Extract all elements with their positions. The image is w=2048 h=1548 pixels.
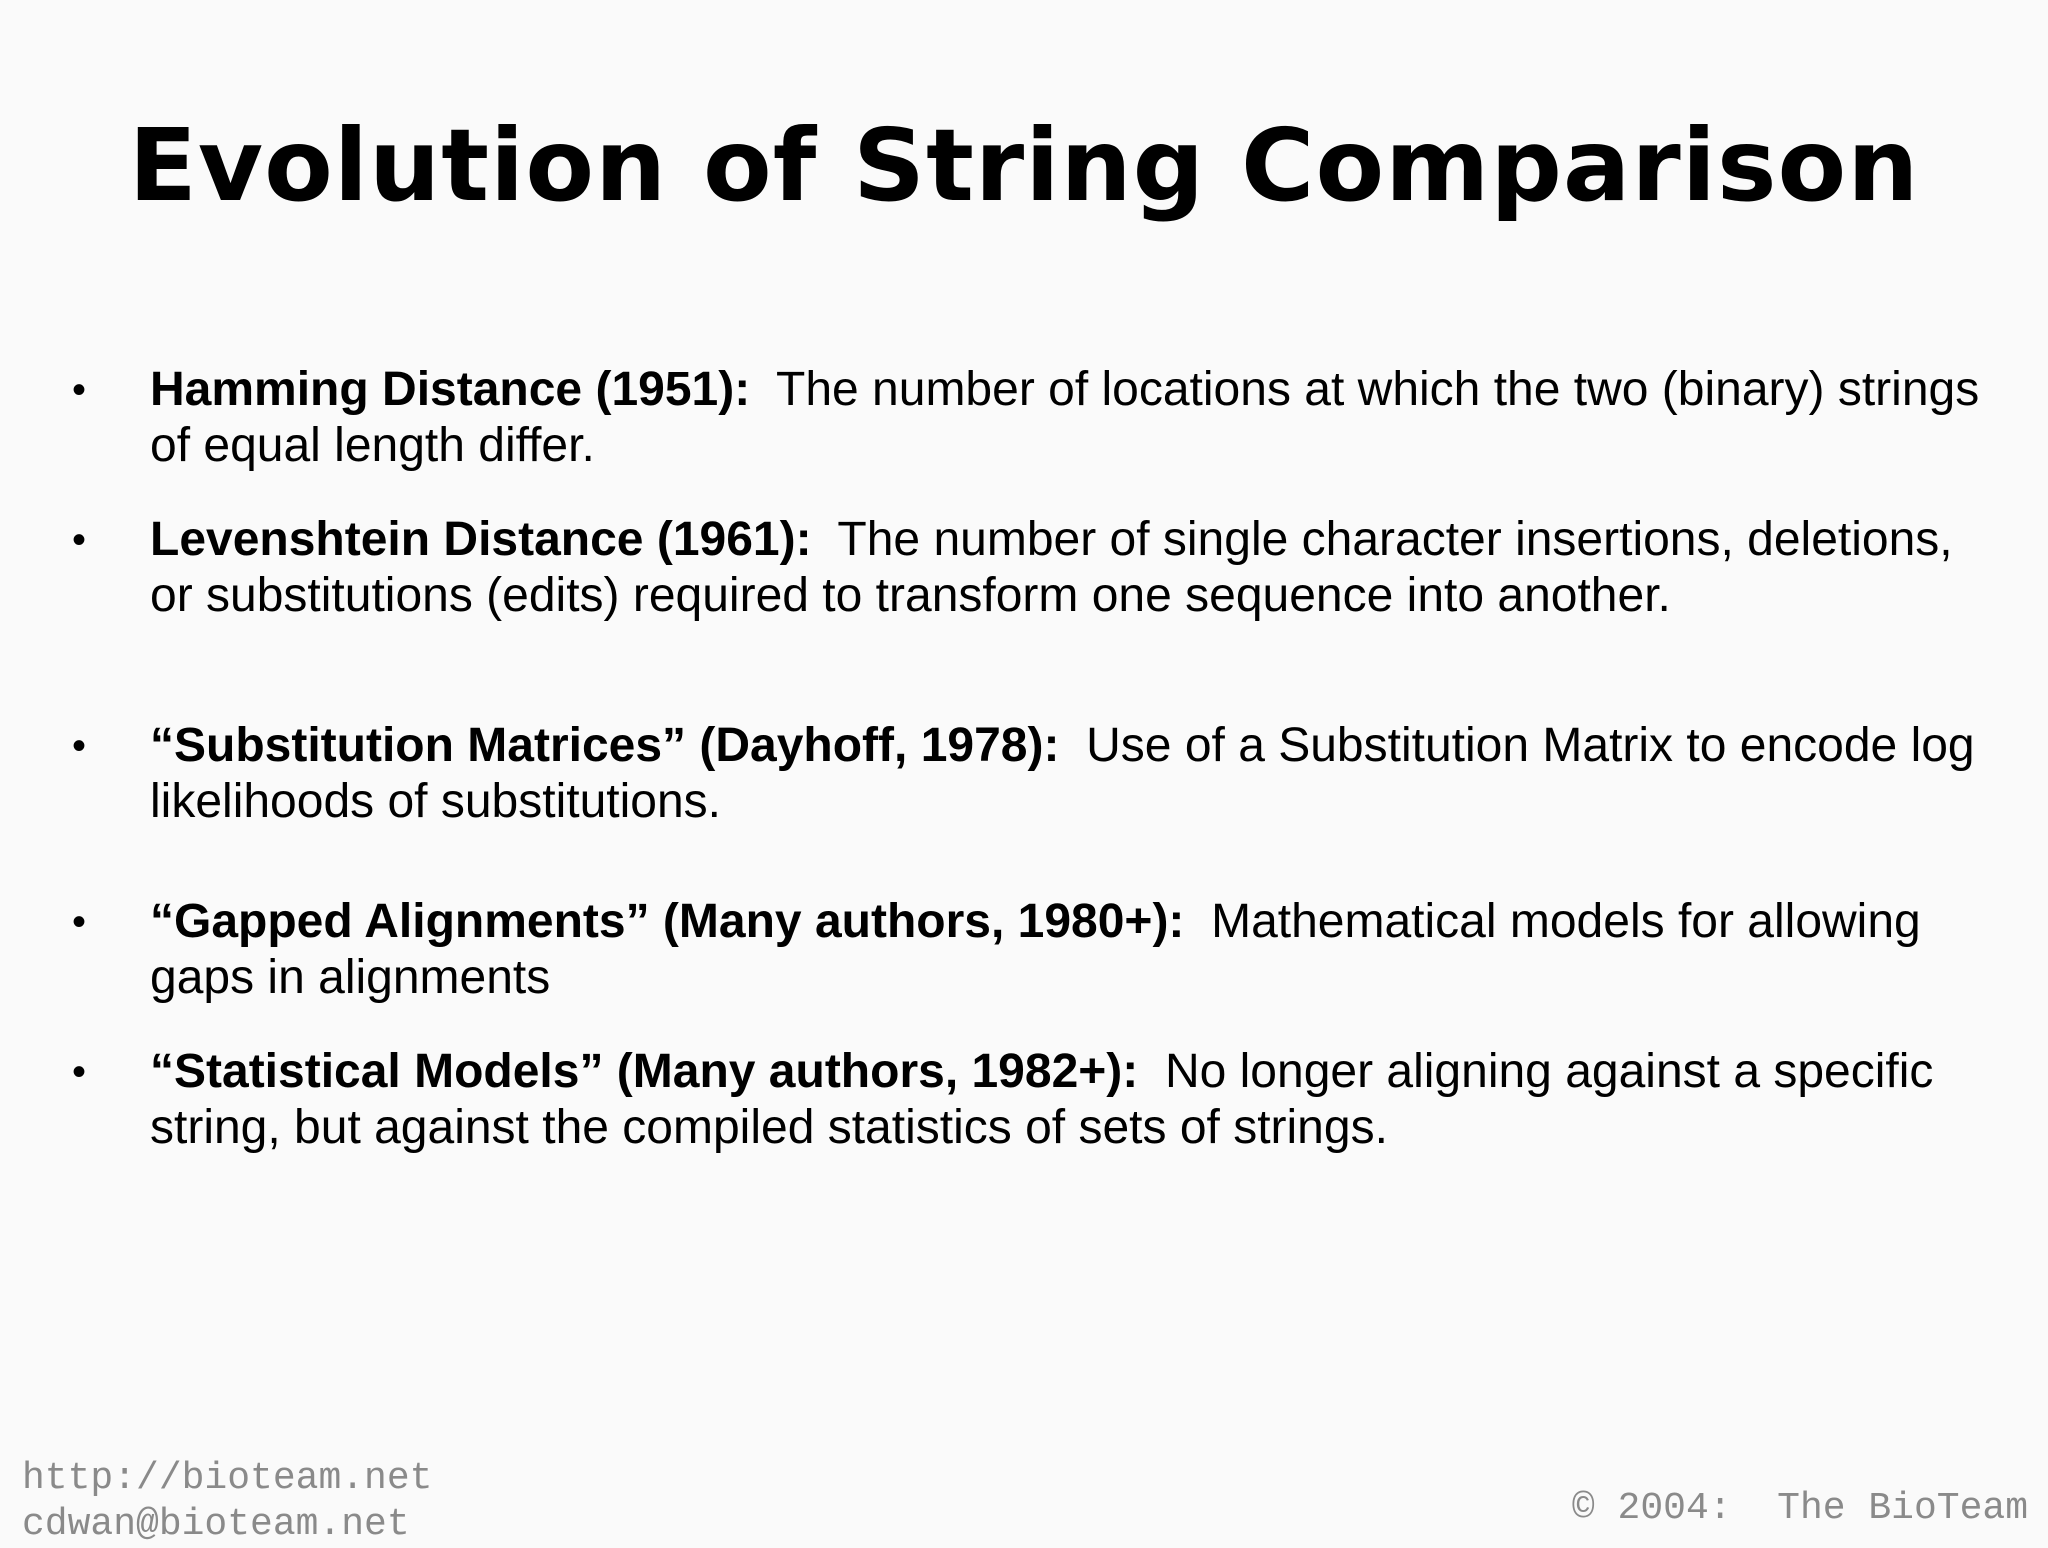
bullet-icon: •	[72, 724, 87, 768]
bullet-icon: •	[72, 900, 87, 944]
slide-title: Evolution of String Comparison	[128, 107, 1920, 224]
bullet-text	[150, 512, 1980, 624]
bullet-description: The number of locations at which the two (binary) strings of equal length differ.	[150, 363, 1980, 472]
bullet-text	[150, 362, 1980, 474]
bullet-text	[150, 1044, 1980, 1156]
footer-url: http://bioteam.net	[22, 1457, 433, 1500]
bullet-term: “Statistical Models” (Many authors, 1982+):	[150, 1045, 1139, 1098]
bullet-description: No longer aligning against a specific string, but against the compiled statistics of sets of strings.	[150, 1045, 1934, 1154]
bullet-icon: •	[72, 368, 87, 412]
bullet-term: “Gapped Alignments” (Many authors, 1980+):	[150, 895, 1185, 948]
bullet-icon: •	[72, 518, 87, 562]
bullet-description: Use of a Substitution Matrix to encode log likelihoods of substitutions.	[150, 719, 1975, 828]
bullet-description: The number of single character insertions, deletions, or substitutions (edits) required to transform one sequence into another.	[150, 513, 1953, 622]
bullet-term: Hamming Distance (1951):	[150, 363, 751, 416]
bullet-icon: •	[72, 1050, 87, 1094]
footer-contact	[22, 1456, 432, 1548]
bullet-text	[150, 718, 1980, 830]
bullet-term: “Substitution Matrices” (Dayhoff, 1978):	[150, 719, 1060, 772]
bullet-text	[150, 894, 1980, 1006]
bullet-description: Mathematical models for allowing gaps in alignments	[150, 895, 1921, 1004]
bullet-term: Levenshtein Distance (1961):	[150, 513, 812, 566]
footer-copyright: © 2004: The BioTeam	[1571, 1487, 2028, 1530]
footer-email: cdwan@bioteam.net	[22, 1503, 410, 1546]
